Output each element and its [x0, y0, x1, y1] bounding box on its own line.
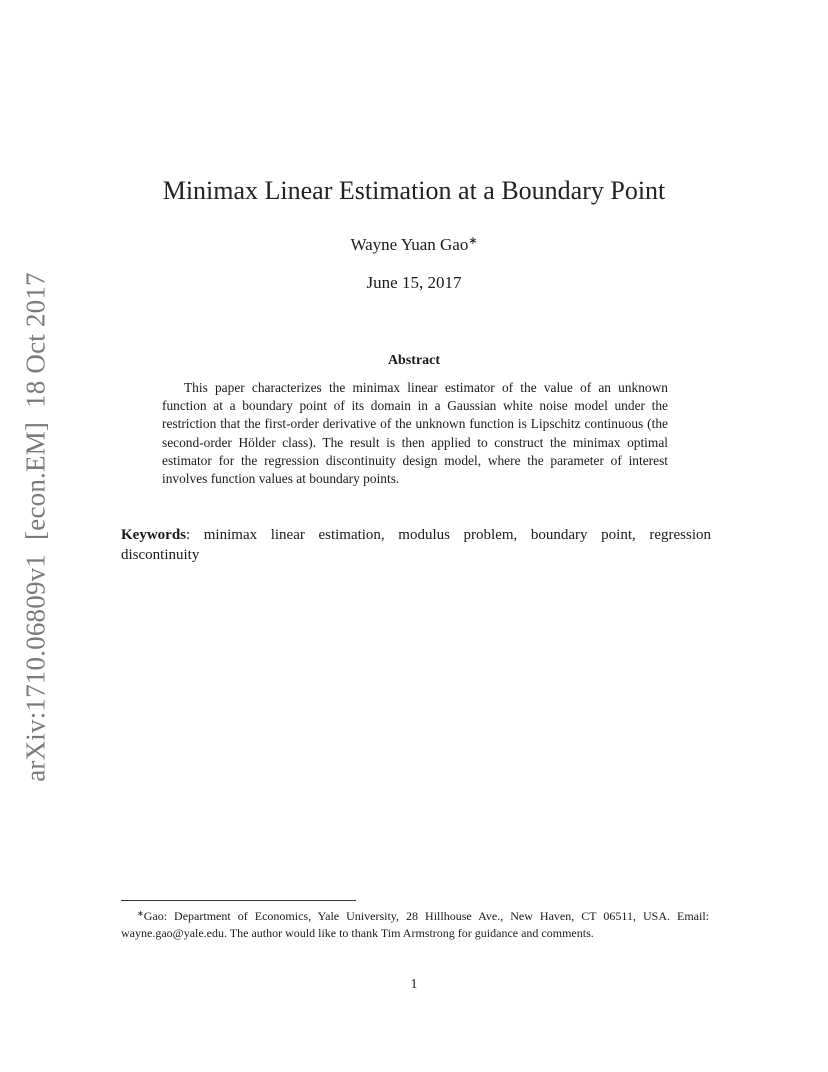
footnote-text: Gao: Department of Economics, Yale University, 28 Hillhouse Ave., New Haven, CT 06511, USA. Email: wayne.gao@yale.edu. The author would like to thank Tim Armstrong for guidance and comments. — [121, 909, 709, 940]
author-name: Wayne Yuan Gao — [350, 235, 469, 254]
keywords-label: Keywords — [121, 527, 186, 543]
page-number: 1 — [410, 977, 418, 992]
footnote-rule — [121, 900, 356, 901]
footnote-mark: ∗ — [137, 909, 144, 918]
keywords-paragraph — [121, 525, 711, 565]
arxiv-date: 18 Oct 2017 — [20, 272, 51, 408]
paper-date: June 15, 2017 — [366, 273, 462, 292]
footnote — [121, 905, 709, 942]
paper-title: Minimax Linear Estimation at a Boundary Point — [162, 176, 666, 205]
author-footnote-mark[interactable]: ∗ — [468, 235, 478, 247]
abstract-heading: Abstract — [387, 353, 441, 368]
author-line — [0, 234, 828, 255]
abstract-text: This paper characterizes the minimax linear estimator of the value of an unknown function at a boundary point of its domain in a Gaussian white noise model under the restriction that the first-order derivative of the unknown function is Lipschitz continuous (the second-order Hölder class). The result is then applied to construct the minimax optimal estimator for the regression discontinuity design model, where the parameter of interest involves function values at boundary points. — [162, 380, 668, 487]
arxiv-id: arXiv:1710.06809v1 — [20, 553, 51, 782]
keywords-list: : minimax linear estimation, modulus problem, boundary point, regression discontinuity — [121, 527, 711, 563]
arxiv-category: [econ.EM] — [20, 421, 51, 540]
arxiv-stamp — [21, 258, 52, 782]
